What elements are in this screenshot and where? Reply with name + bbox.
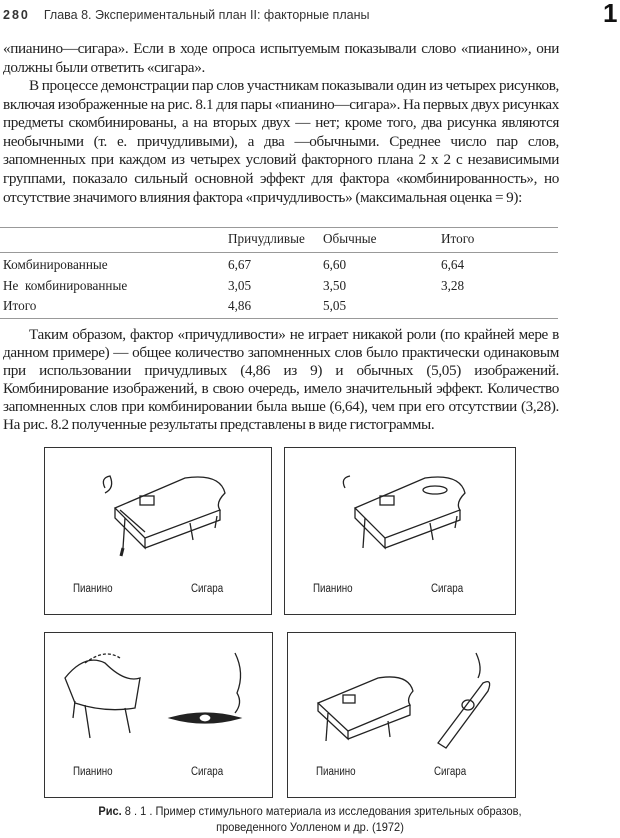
col-header-bizarre: Причудливые xyxy=(228,231,305,246)
running-title: Глава 8. Экспериментальный план II: факторные планы xyxy=(43,8,370,22)
page-number: 280 xyxy=(3,8,30,22)
label-piano: Пианино xyxy=(316,766,356,778)
figure-panel-combined-bizarre xyxy=(44,447,272,615)
paragraph-2: В процессе демонстрации пар слов участникам показывали один из четырех рисунков, включая изображенные на рис. 8.1 для пары «пианино—сигара». На первых двух рисунках предметы скомбинированы, а на вторых двух — нет; кроме того, два рисунка являются необычными (т. е. причудливыми), а два —обычными. Среднее число пар слов, запомненных при каждом из четырех условий факторного плана 2 x 2 с независимыми группами, показало сильный основной эффект для фактора «комбинированность», но отсутствие значимого влияния фактора «причудливость» (максимальная оценка = 9): xyxy=(3,77,559,206)
row-label: Не комбинированные xyxy=(3,278,128,293)
figure-caption xyxy=(25,803,595,819)
label-cigar: Сигара xyxy=(431,583,464,595)
table-cell: 6,67 xyxy=(228,257,252,272)
label-piano: Пианино xyxy=(313,583,353,595)
label-piano: Пианино xyxy=(73,766,113,778)
running-header xyxy=(3,8,369,22)
table-cell: 6,60 xyxy=(323,257,347,272)
table-cell: 6,64 xyxy=(441,257,465,272)
col-header-normal: Обычные xyxy=(323,231,377,246)
table-cell: 3,05 xyxy=(228,278,252,293)
table-cell: 3,28 xyxy=(441,278,465,293)
col-header-total: Итого xyxy=(441,231,475,246)
table-cell: 3,50 xyxy=(323,278,347,293)
caption-line-1: Пример стимульного материала из исследования зрительных образов, xyxy=(155,804,522,818)
label-cigar: Сигара xyxy=(191,583,224,595)
caption-line-2: проведенного Уолленом и др. (1972) xyxy=(216,820,404,834)
paragraph-3: Таким образом, фактор «причудливости» не играет никакой роли (по крайней мере в данном примере) — общее количество запомненных слов было практически одинаковым при использовании причудливых (4,86 из 9) и обычных (5,05) изображений. Комбинирование изображений, в свою очередь, имело значительный эффект. Количество запомненных слов при комбинировании была выше (6,64), чем при его отсутствии (3,28). На рис. 8.2 полученные результаты представлены в виде гистограммы. xyxy=(3,326,559,433)
label-cigar: Сигара xyxy=(434,766,467,778)
label-cigar: Сигара xyxy=(191,766,224,778)
figure-panel-separate-normal xyxy=(287,632,516,798)
figure-panel-separate-bizarre xyxy=(44,632,273,798)
row-label: Комбинированные xyxy=(3,257,108,272)
table-cell: 4,86 xyxy=(228,298,252,313)
table-cell: 5,05 xyxy=(323,298,347,313)
chapter-tab-marker: 1 xyxy=(603,0,618,28)
label-piano: Пианино xyxy=(73,583,113,595)
paragraph-1: «пианино—сигара». Если в ходе опроса испытуемым показывали слово «пианино», они должны были ответить «сигара». xyxy=(3,40,559,76)
figure-panel-combined-normal xyxy=(284,447,516,615)
caption-number: 8 . 1 . xyxy=(121,804,156,818)
caption-prefix: Рис. xyxy=(98,804,122,818)
row-label: Итого xyxy=(3,298,37,313)
